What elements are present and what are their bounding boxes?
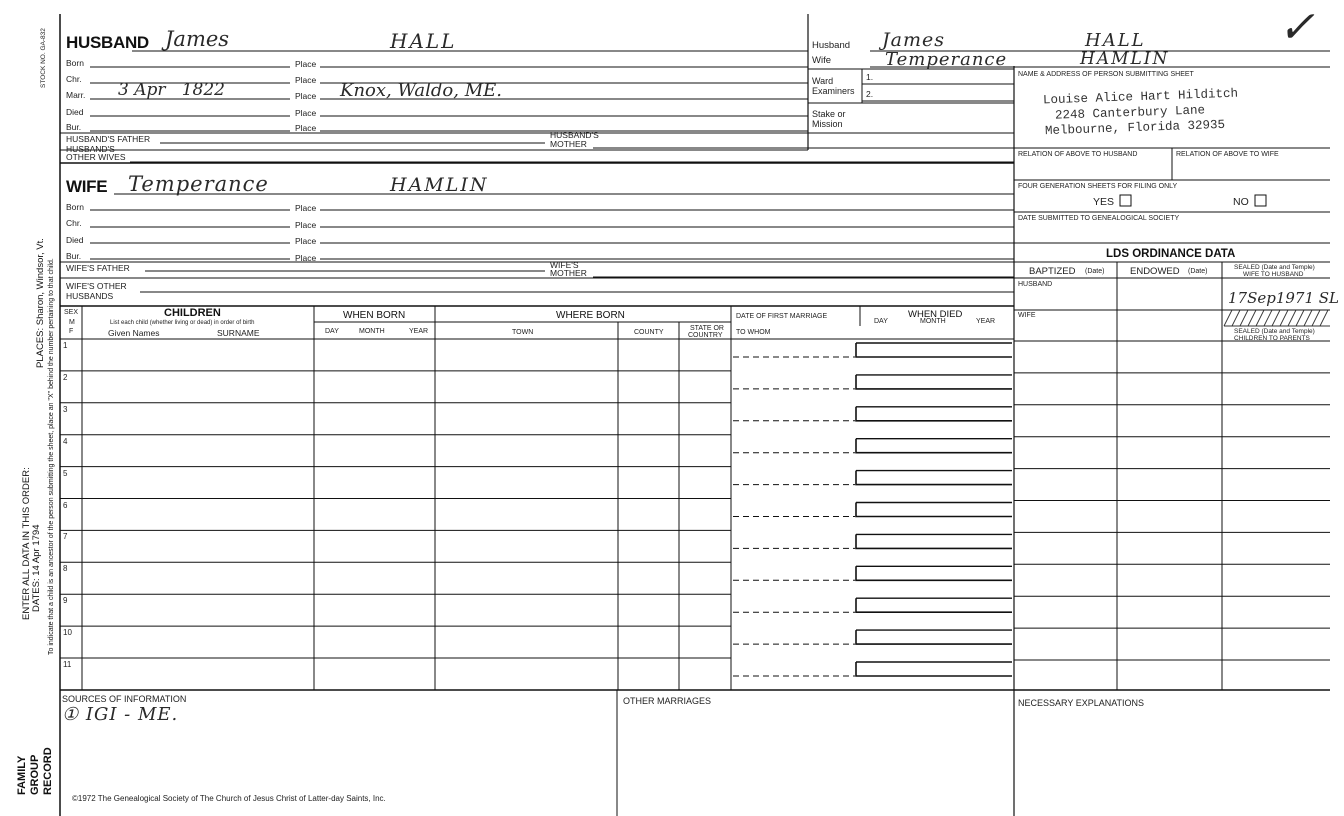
relation-wife-label: RELATION OF ABOVE TO WIFE <box>1176 151 1279 158</box>
lds-wife-label: WIFE <box>1018 312 1036 319</box>
endowed-label: ENDOWED <box>1130 266 1180 277</box>
died-bracket-line <box>856 375 1012 389</box>
stock-number: STOCK NO. GA-832 <box>40 28 47 88</box>
header-wife-surname[interactable]: HAMLIN <box>1080 49 1170 69</box>
husband-bur-label: Bur. <box>66 122 82 132</box>
husband-other-wives-label-1: HUSBAND'S <box>66 144 115 154</box>
died-bracket-line <box>856 598 1012 612</box>
child-row-number: 4 <box>63 436 68 446</box>
marriage-date[interactable]: 3 Apr 1822 <box>118 80 225 100</box>
born-year-label: YEAR <box>409 328 429 335</box>
child-row-number: 6 <box>63 500 68 510</box>
header-wife-given[interactable]: Temperance <box>885 49 1008 70</box>
child-row-number: 5 <box>63 468 68 478</box>
sealed-children-label-1: SEALED (Date and Temple) <box>1234 328 1315 335</box>
husband-died-label: Died <box>66 107 84 117</box>
examiner-1-label: 1. <box>866 72 874 82</box>
checkmark-icon: ✓ <box>1278 2 1315 53</box>
when-died-label: WHEN DIED <box>908 309 963 320</box>
died-month-label: MONTH <box>920 318 946 325</box>
other-marriages-label: OTHER MARRIAGES <box>623 696 712 706</box>
husband-heading: HUSBAND <box>66 33 149 52</box>
lds-husband-label: HUSBAND <box>1018 281 1053 288</box>
yes-checkbox[interactable] <box>1120 195 1131 206</box>
husband-marr-place-label: Place <box>295 91 317 101</box>
wife-mother-label-1: WIFE'S <box>550 260 579 270</box>
died-bracket-line <box>856 471 1012 485</box>
died-bracket-line <box>856 503 1012 517</box>
no-label: NO <box>1233 196 1249 208</box>
header-wife-label: Wife <box>812 55 831 66</box>
child-row-number: 3 <box>63 404 68 414</box>
form-title-record: RECORD <box>42 747 54 795</box>
county-label: COUNTY <box>634 329 664 336</box>
husband-chr-place-label: Place <box>295 75 317 85</box>
husband-mother-label-2: MOTHER <box>550 139 587 149</box>
stake-label-2: Mission <box>812 119 843 129</box>
child-row-number: 11 <box>63 660 72 669</box>
sealed-wife-label-2: WIFE TO HUSBAND <box>1243 271 1304 278</box>
marriage-place[interactable]: Knox, Waldo, ME. <box>340 80 502 101</box>
wife-chr-place-label: Place <box>295 220 317 230</box>
wife-died-label: Died <box>66 235 84 245</box>
children-title: CHILDREN <box>164 307 221 319</box>
state-label-2: COUNTRY <box>688 332 723 339</box>
died-bracket-line <box>856 343 1012 357</box>
surname-label: SURNAME <box>217 328 260 338</box>
husband-given-name[interactable]: James <box>165 27 230 51</box>
child-row-number: 7 <box>63 532 68 542</box>
yes-label: YES <box>1093 196 1115 208</box>
to-whom-label: TO WHOM <box>736 329 771 336</box>
wife-born-place-label: Place <box>295 203 317 213</box>
where-born-label: WHERE BORN <box>556 310 625 321</box>
sources-text[interactable]: ① IGI - ME. <box>62 704 179 725</box>
died-bracket-line <box>856 630 1012 644</box>
died-bracket-line <box>856 407 1012 421</box>
child-row-number: 2 <box>63 372 68 382</box>
husband-died-place-label: Place <box>295 108 317 118</box>
form-title-family: FAMILY <box>16 755 28 795</box>
child-row-number: 1 <box>63 341 68 350</box>
husband-born-place-label: Place <box>295 59 317 69</box>
died-bracket-line <box>856 439 1012 453</box>
sex-m-label: M <box>69 319 75 326</box>
sealed-children-label-2: CHILDREN TO PARENTS <box>1234 335 1310 342</box>
submitter-street[interactable]: 2248 Canterbury Lane <box>1054 103 1206 123</box>
husband-father-label: HUSBAND'S FATHER <box>66 134 151 144</box>
lds-title: LDS ORDINANCE DATA <box>1106 248 1236 260</box>
places-instruction: PLACES: Sharon, Windsor, Vt. <box>35 238 46 368</box>
husband-chr-label: Chr. <box>66 74 82 84</box>
wife-given-name[interactable]: Temperance <box>128 172 269 196</box>
died-day-label: DAY <box>874 318 888 325</box>
sex-label: SEX <box>64 309 79 316</box>
endowed-date-label: (Date) <box>1188 268 1208 275</box>
dates-instruction: DATES: 14 Apr 1794 <box>31 524 42 612</box>
first-marriage-label: DATE OF FIRST MARRIAGE <box>736 313 828 320</box>
husband-other-wives-label-2: OTHER WIVES <box>66 152 126 162</box>
child-row-number: 9 <box>63 596 68 606</box>
stake-label-1: Stake or <box>812 109 846 119</box>
relation-husband-label: RELATION OF ABOVE TO HUSBAND <box>1018 151 1138 158</box>
wife-mother-label-2: MOTHER <box>550 268 587 278</box>
ward-label: Ward <box>812 76 834 86</box>
born-month-label: MONTH <box>359 328 385 335</box>
submitter-city[interactable]: Melbourne, Florida 32935 <box>1044 117 1226 139</box>
born-day-label: DAY <box>325 328 339 335</box>
died-year-label: YEAR <box>976 318 996 325</box>
sources-label: SOURCES OF INFORMATION <box>62 694 187 704</box>
died-bracket-line <box>856 566 1012 580</box>
header-husband-given[interactable]: James <box>882 29 945 51</box>
town-label: TOWN <box>512 329 534 336</box>
husband-bur-place-label: Place <box>295 123 317 133</box>
child-row-number: 10 <box>63 628 72 638</box>
baptized-label: BAPTIZED <box>1029 266 1076 277</box>
copyright-notice: ©1972 The Genealogical Society of The Church of Jesus Christ of Latter-day Saints, Inc. <box>72 794 386 803</box>
husband-surname[interactable]: HALL <box>390 29 457 53</box>
form-title-group: GROUP <box>29 754 41 795</box>
enter-order-instruction: ENTER ALL DATA IN THIS ORDER: <box>21 467 32 620</box>
wife-father-label: WIFE'S FATHER <box>66 263 130 273</box>
sealed-wife-label-1: SEALED (Date and Temple) <box>1234 264 1315 271</box>
ancestor-instruction: To indicate that a child is an ancestor of the person submitting the sheet, place an "X" behind the number pertaining to that child. <box>48 258 55 655</box>
examiners-label: Examiners <box>812 86 855 96</box>
sealed-date[interactable]: 17Sep1971 SL <box>1228 289 1340 307</box>
wife-heading: WIFE <box>66 177 108 196</box>
wife-bur-label: Bur. <box>66 251 82 261</box>
wife-chr-label: Chr. <box>66 218 82 228</box>
child-row-number: 8 <box>63 564 68 574</box>
children-instruction: List each child (whether living or dead) in order of birth <box>110 320 255 326</box>
submitter-name[interactable]: Louise Alice Hart Hilditch <box>1042 86 1239 108</box>
wife-other-husbands-label-2: HUSBANDS <box>66 291 114 301</box>
wife-bur-place-label: Place <box>295 253 317 263</box>
husband-marr-label: Marr. <box>66 90 86 100</box>
explanations-label: NECESSARY EXPLANATIONS <box>1018 698 1145 708</box>
header-husband-surname[interactable]: HALL <box>1085 30 1146 51</box>
husband-mother-label-1: HUSBAND'S <box>550 130 599 140</box>
wife-died-place-label: Place <box>295 236 317 246</box>
husband-born-label: Born <box>66 58 84 68</box>
wife-other-husbands-label-1: WIFE'S OTHER <box>66 281 127 291</box>
submitter-label: NAME & ADDRESS OF PERSON SUBMITTING SHEET <box>1018 71 1194 78</box>
sex-f-label: F <box>69 328 74 335</box>
state-label-1: STATE OR <box>690 325 724 332</box>
died-bracket-line <box>856 662 1012 676</box>
when-born-label: WHEN BORN <box>343 310 406 321</box>
wife-born-label: Born <box>66 202 84 212</box>
died-bracket-line <box>856 534 1012 548</box>
no-checkbox[interactable] <box>1255 195 1266 206</box>
examiner-2-label: 2. <box>866 89 874 99</box>
given-names-label: Given Names <box>108 328 160 338</box>
date-submitted-label: DATE SUBMITTED TO GENEALOGICAL SOCIETY <box>1018 215 1180 222</box>
four-gen-label: FOUR GENERATION SHEETS FOR FILING ONLY <box>1018 183 1178 190</box>
wife-surname[interactable]: HAMLIN <box>390 174 489 196</box>
header-husband-label: Husband <box>812 40 851 51</box>
baptized-date-label: (Date) <box>1085 268 1105 275</box>
